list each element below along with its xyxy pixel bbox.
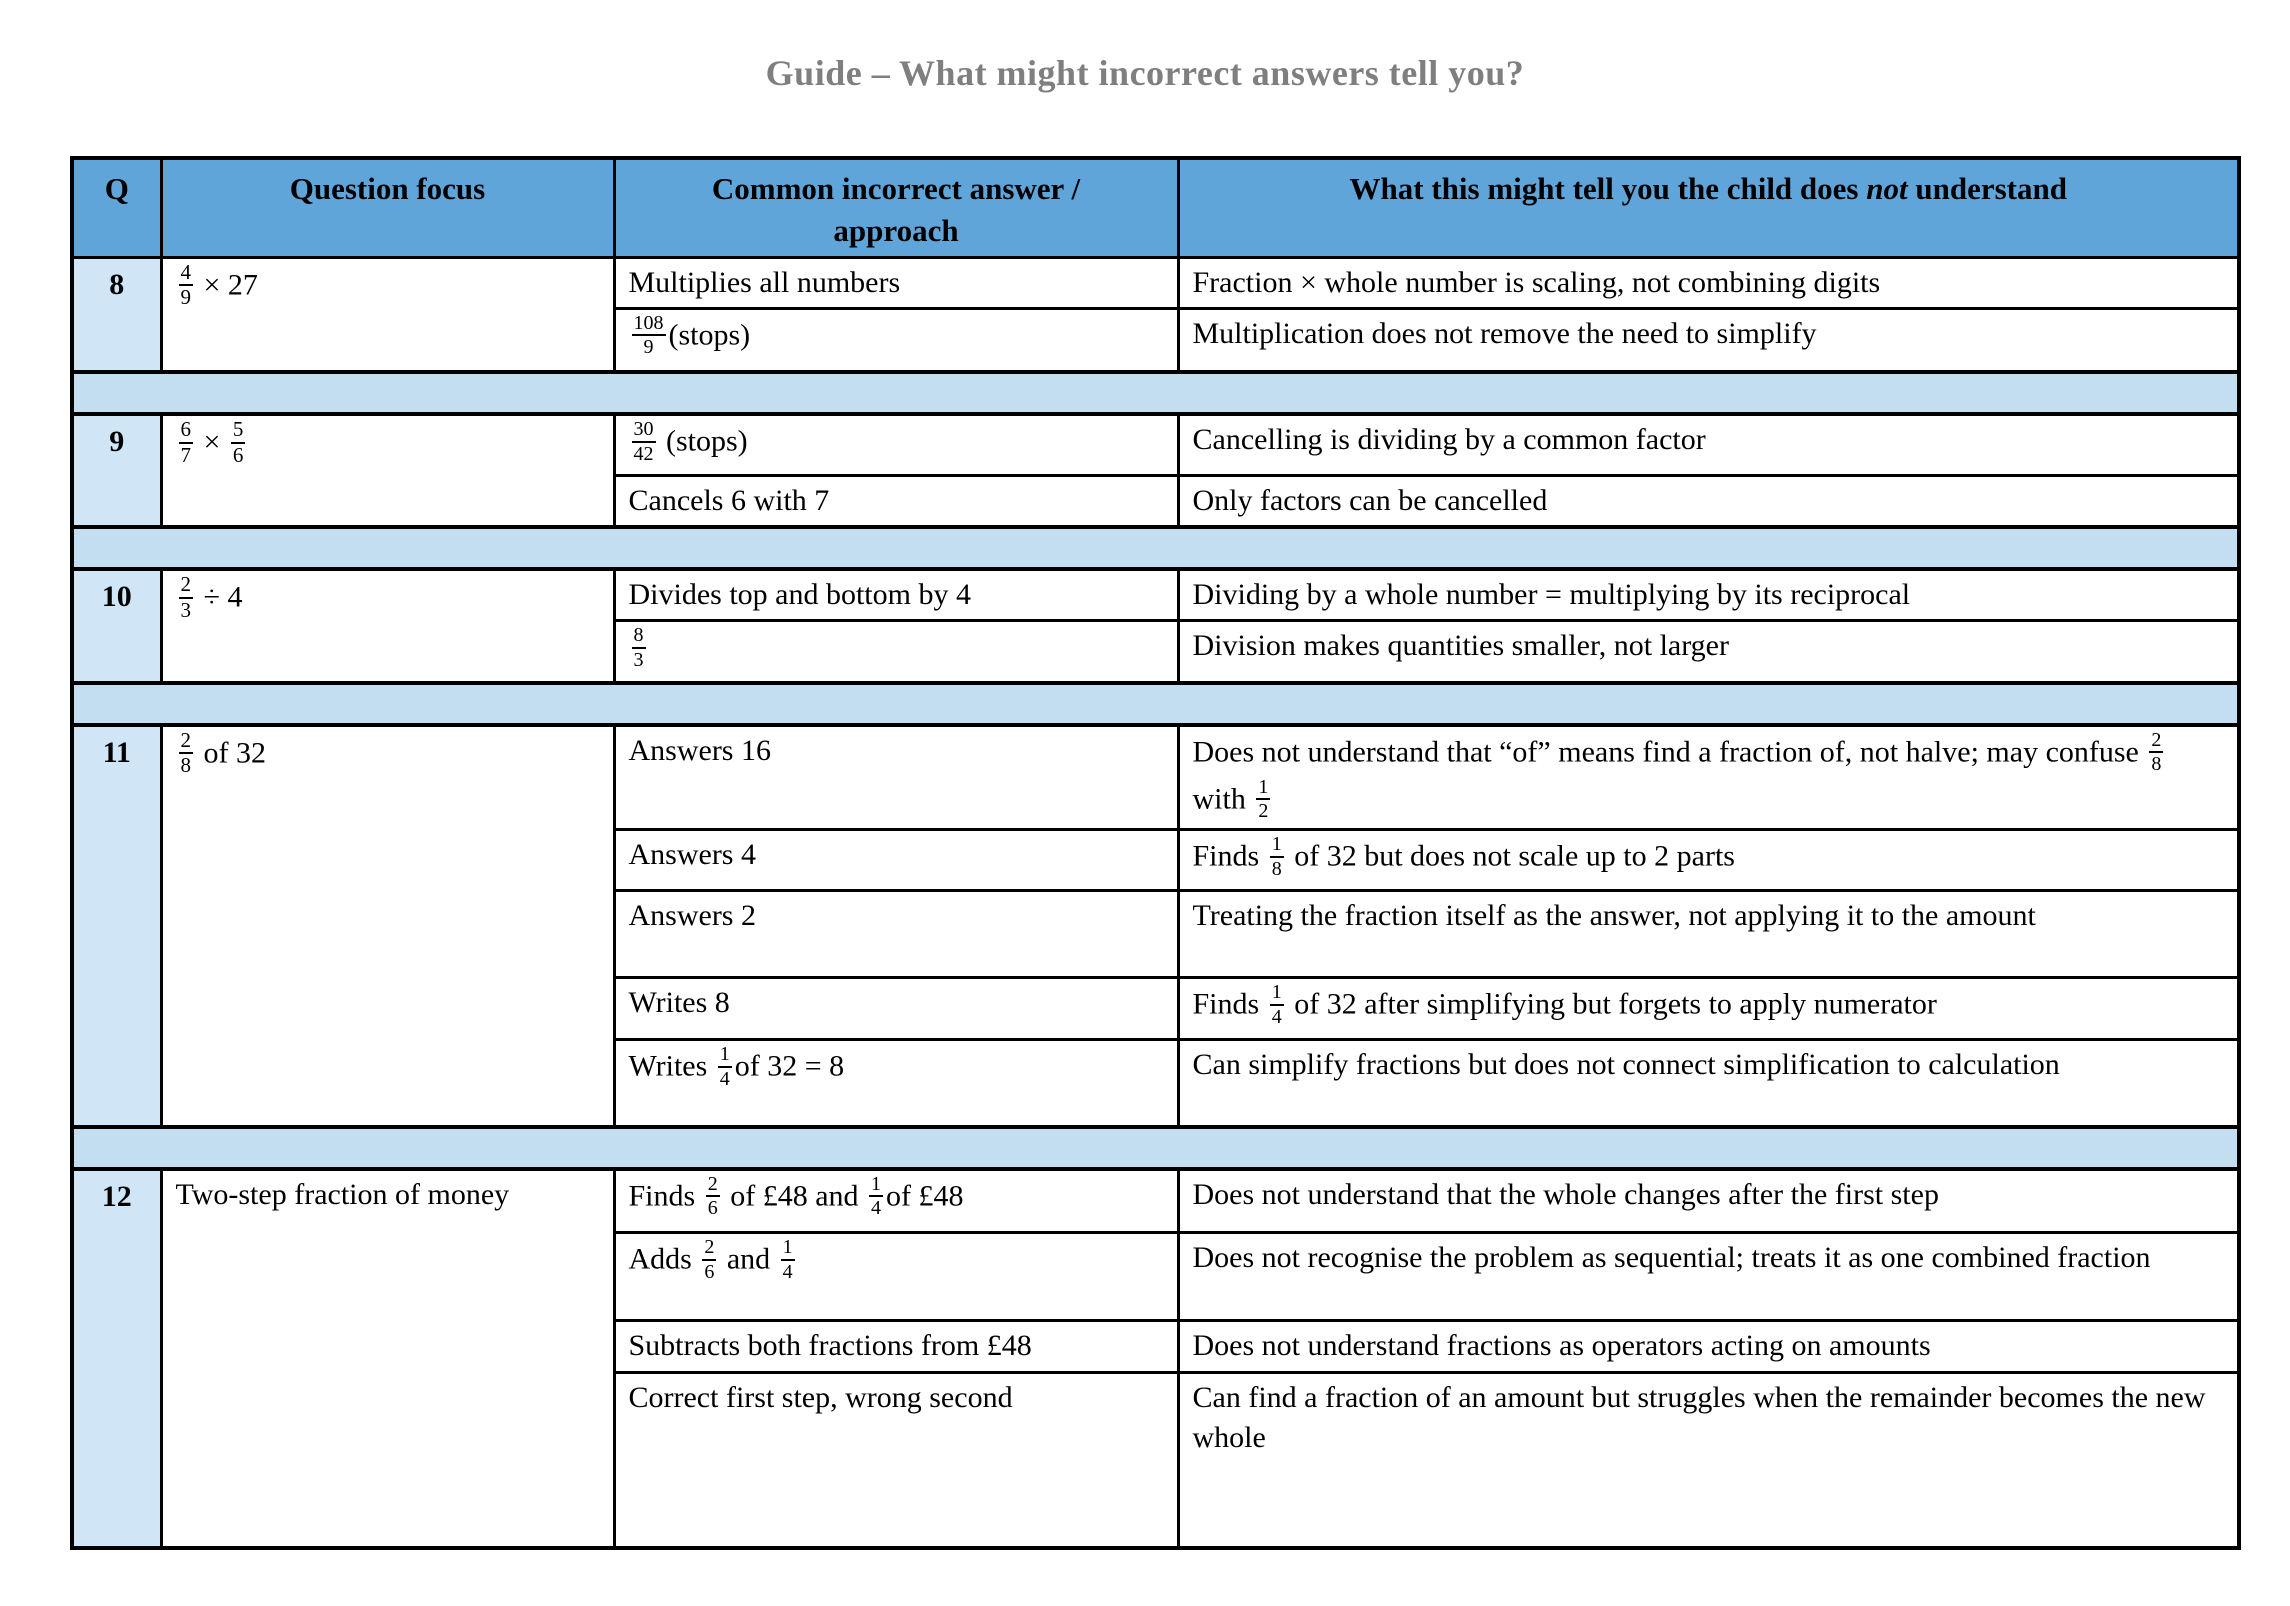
fraction [1270,833,1284,880]
fraction [1270,981,1284,1028]
tell-text: of 32 after simplifying but forgets to apply numerator [1286,987,1937,1021]
fraction-denominator: 3 [180,597,191,622]
q11-tell-2-cell [1178,830,2239,891]
separator-cell [72,1127,2239,1169]
fraction-numerator: 8 [632,624,646,648]
q11-tell-4-cell [1178,978,2239,1040]
row-q12-sub1 [72,1169,2239,1233]
fraction-numerator: 2 [179,729,194,755]
fraction-numerator: 108 [632,312,666,336]
answer-text: Finds [628,1179,703,1213]
q11-answer-2-cell: Answers 4 [614,830,1178,891]
fraction-numerator: 30 [632,418,656,442]
q12-tell-1-cell: Does not understand that the whole changes after the first step [1178,1169,2239,1233]
q11-tell-1-cell [1178,725,2239,830]
q12-focus-cell: Two-step fraction of money [161,1169,614,1548]
tell-text: Finds [1192,987,1267,1021]
q8-answer-2-cell [614,308,1178,372]
q10-answer-1-cell: Divides top and bottom by 4 [614,569,1178,621]
fraction-denominator: 8 [1271,857,1282,880]
q8-focus-cell [161,257,614,372]
focus-text: × [196,425,228,459]
tell-text: with [1192,781,1254,815]
fraction-denominator: 2 [1258,799,1269,822]
col-header-common-incorrect [614,158,1178,257]
separator-cell [72,372,2239,414]
answer-text: and [719,1242,778,1276]
header-row [72,158,2239,257]
fraction-denominator: 4 [719,1067,730,1090]
fraction-numerator: 2 [179,573,194,599]
fraction-denominator: 4 [1271,1005,1282,1028]
col-header-question-focus: Question focus [161,158,614,257]
tell-text: of 32 but does not scale up to 2 parts [1286,839,1735,873]
fraction-numerator: 2 [702,1236,716,1260]
fraction-denominator: 42 [633,442,654,465]
fraction-denominator: 6 [707,1197,718,1220]
fraction-denominator: 9 [180,285,191,310]
fraction-numerator: 1 [1256,776,1270,800]
q12-answer-4-cell: Correct first step, wrong second [614,1372,1178,1548]
col-header-tells [1178,158,2239,257]
fraction-numerator: 1 [869,1173,883,1197]
q9-tell-1-cell: Cancelling is dividing by a common factor [1178,414,2239,475]
header-text-post: understand [1907,171,2067,206]
fraction-numerator: 5 [231,418,246,444]
col-header-q: Q [72,158,161,257]
q9-answer-1-cell [614,414,1178,475]
separator-row-3 [72,683,2239,725]
fraction-denominator: 8 [2151,753,2162,776]
focus-text: of 32 [196,736,266,770]
row-q11-sub1 [72,725,2239,830]
q12-tell-2-cell: Does not recognise the problem as sequential; treats it as one combined fraction [1178,1233,2239,1321]
q11-answer-5-cell [614,1040,1178,1127]
q8-answer-1-cell: Multiplies all numbers [614,257,1178,308]
guide-table [70,156,2241,1550]
q9-focus-cell [161,414,614,527]
answer-text: of 32 = 8 [734,1049,845,1083]
fraction [2149,729,2163,776]
q11-tell-3-cell: Treating the fraction itself as the answer, not applying it to the amount [1178,891,2239,978]
q12-answer-3-cell: Subtracts both fractions from £48 [614,1321,1178,1372]
fraction [632,312,666,359]
fraction [179,261,194,310]
q9-tell-2-cell: Only factors can be cancelled [1178,475,2239,527]
fraction-denominator: 8 [180,753,191,778]
fraction-denominator: 3 [633,648,644,671]
fraction-denominator: 4 [871,1197,882,1220]
fraction [231,418,246,467]
q11-answer-3-cell: Answers 2 [614,891,1178,978]
separator-row-4 [72,1127,2239,1169]
focus-text: × 27 [196,268,258,302]
q11-tell-5-cell: Can simplify fractions but does not connect simplification to calculation [1178,1040,2239,1127]
row-q9-sub1 [72,414,2239,475]
q8-number-cell: 8 [72,257,161,372]
q8-tell-2-cell: Multiplication does not remove the need to simplify [1178,308,2239,372]
q12-tell-3-cell: Does not understand fractions as operators acting on amounts [1178,1321,2239,1372]
fraction [718,1043,732,1090]
fraction [179,729,194,778]
fraction [869,1173,883,1220]
answer-text: (stops) [668,318,751,352]
header-text-pre: What this might tell you the child does [1349,171,1867,206]
fraction-denominator: 6 [232,442,244,467]
fraction-numerator: 2 [2149,729,2163,753]
answer-text: (stops) [658,424,748,458]
q10-tell-1-cell: Dividing by a whole number = multiplying by its reciprocal [1178,569,2239,621]
q12-tell-4-cell: Can find a fraction of an amount but struggles when the remainder becomes the new whole [1178,1372,2239,1548]
header-line-2: approach [833,212,959,248]
q11-number-cell: 11 [72,725,161,1127]
tell-text: Finds [1192,839,1267,873]
separator-row-2 [72,527,2239,569]
answer-text: Writes [628,1049,715,1083]
answer-text: Adds [628,1242,700,1276]
separator-row-1 [72,372,2239,414]
fraction [702,1236,716,1283]
fraction [632,418,656,465]
fraction [781,1236,795,1283]
fraction-numerator: 2 [706,1173,720,1197]
q12-answer-2-cell [614,1233,1178,1321]
q10-number-cell: 10 [72,569,161,683]
fraction [706,1173,720,1220]
q12-answer-1-cell [614,1169,1178,1233]
page-title: Guide – What might incorrect answers tell you? [765,53,1525,93]
page [0,52,2290,1550]
answer-text: of £48 [886,1179,964,1213]
q11-answer-1-cell: Answers 16 [614,725,1178,830]
q10-tell-2-cell: Division makes quantities smaller, not larger [1178,621,2239,683]
separator-cell [72,683,2239,725]
fraction-numerator: 4 [179,261,194,287]
fraction [632,624,646,671]
fraction-denominator: 9 [643,336,654,359]
q9-number-cell: 9 [72,414,161,527]
q12-number-cell: 12 [72,1169,161,1548]
q10-answer-2-cell [614,621,1178,683]
fraction-numerator: 1 [1270,981,1284,1005]
q10-focus-cell [161,569,614,683]
q8-tell-1-cell: Fraction × whole number is scaling, not combining digits [1178,257,2239,308]
fraction [1256,776,1270,823]
answer-text: of £48 and [722,1179,867,1213]
fraction-numerator: 1 [718,1043,732,1067]
header-line-1: Common incorrect answer / [711,171,1081,206]
q9-answer-2-cell: Cancels 6 with 7 [614,475,1178,527]
fraction-denominator: 4 [782,1260,793,1283]
header-text-italic: not [1866,171,1908,206]
row-q10-sub1 [72,569,2239,621]
q11-answer-4-cell: Writes 8 [614,978,1178,1040]
q11-focus-cell [161,725,614,1127]
focus-text: ÷ 4 [196,580,243,614]
tell-text: Does not understand that “of” means find a fraction of, not halve; may confuse [1192,735,2147,769]
fraction-numerator: 1 [1270,833,1284,857]
fraction-numerator: 6 [179,418,194,444]
fraction-denominator: 6 [704,1260,715,1283]
row-q8-sub1 [72,257,2239,308]
fraction [179,573,194,622]
fraction-numerator: 1 [781,1236,795,1260]
separator-cell [72,527,2239,569]
fraction-denominator: 7 [180,442,191,467]
fraction [179,418,194,467]
